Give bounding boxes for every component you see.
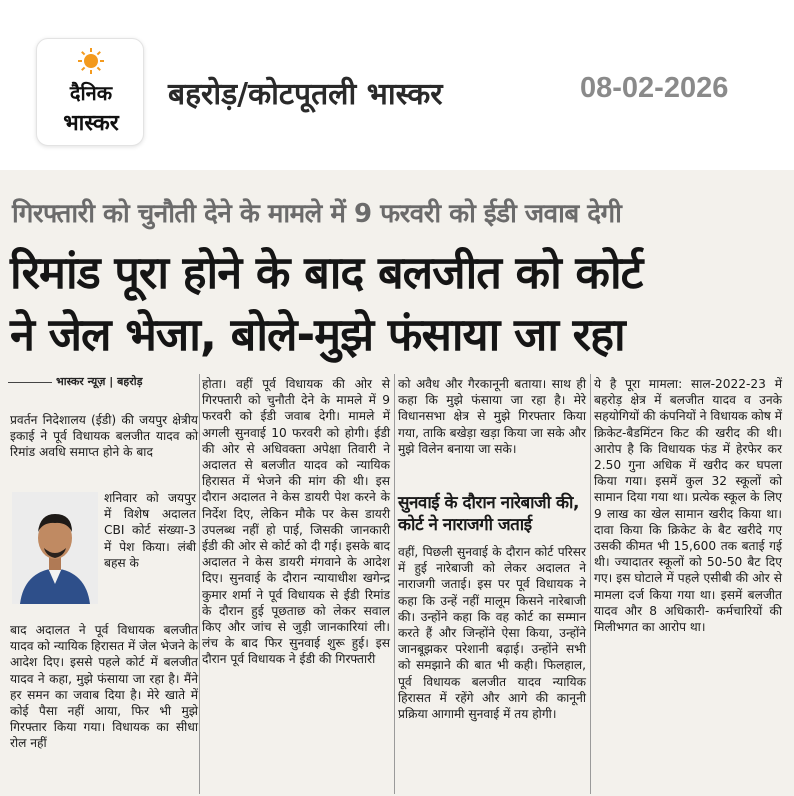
column-3-bottom: वहीं, पिछली सुनवाई के दौरान कोर्ट परिसर में हुई नारेबाजी को लेकर अदालत ने नाराजगी जताई। इस पर पूर्व विधायक ने कहा कि उन्हें नहीं मालूम किसने नारेबाजी की। उन्होंने कहा कि वह कोर्ट का सम्मान करते हैं और जिन्होंने ऐसा किया, उन्होंने जानबूझकर परेशानी बढ़ाई। उन्होंने सभी को समझाने की बात भी कही। फिलहाल, पूर्व विधायक बलजीत यादव न्यायिक हिरासत में रहेंगे और आगे की कानूनी प्रक्रिया आगामी सुनवाई में तय होगी। [398,545,586,722]
column-1-bottom: बाद अदालत ने पूर्व विधायक बलजीत यादव को न्यायिक हिरासत में जेल भेजने के आदेश दिए। इससे पहले कोर्ट में बलजीत यादव ने कहा, मुझे फंसाया जा रहा है। मैंने हर समन का जवाब दिया है। मेरे खाते में कोई पैसा नहीं आया, फिर भी मुझे गिरफ्तार किया गया। विधायक का सीधा रोल नहीं [10,623,198,751]
headline-line-2: ने जेल भेजा, बोले-मुझे फंसाया जा रहा [10,308,625,361]
column-divider [199,374,200,794]
dainik-bhaskar-logo[interactable] [36,38,144,146]
column-divider [590,374,591,794]
article-headline [10,242,780,366]
article-subheading: सुनवाई के दौरान नारेबाजी की, कोर्ट ने नाराजगी जताई [398,493,579,535]
logo-text-bhaskar: भास्कर [63,111,119,136]
headline-line-1: रिमांड पूरा होने के बाद बलजीत को कोर्ट [10,246,643,299]
column-1-top: प्रवर्तन निदेशालय (ईडी) की जयपुर क्षेत्रीय इकाई ने पूर्व विधायक बलजीत यादव को रिमांड अवधि समाप्त होने के बाद [10,413,198,460]
column-4: ये है पूरा मामला: साल-2022-23 में बहरोड़ क्षेत्र में बलजीत यादव व उनके सहयोगियों की कंपनियों ने विधायक कोष में क्रिकेट-बैडमिंटन किट की खरीद की थी। आरोप है कि विधायक फंड में हेरफेर कर 2.50 गुना अधिक में खरीद कर घपला किया गया। इसमें कुल 32 स्कूलों को सामान दिया गया था। प्रत्येक स्कूल के लिए 9 लाख का खेल सामान खरीद किया था। दावा किया कि क्रिकेट के बैट खरीदे गए उसकी कीमत भी 15,600 तक बताई गई थी। ज्यादातर स्कूलों को 50-50 बैट दिए गए। इस घोटाले में पहले एसीबी की ओर से मामला दर्ज किया गया था। इसमें बलजीत यादव और 8 अधिकारी- कर्मचारियों की मिलीभगत का आरोप था। [594,377,782,635]
logo-text-dainik: दैनिक [69,81,113,105]
page-header [0,0,794,168]
column-divider [394,374,395,794]
reporter-photo [12,492,98,604]
person-portrait-icon [12,492,98,604]
column-3-top: को अवैध और गैरकानूनी बताया। साथ ही कहा कि मुझे फंसाया जा रहा है। मेरे विधानसभा क्षेत्र से मुझे गिरफ्तार किया गया, ताकि बखेड़ा खड़ा किया जा सके और मुझे विलेन बनाया जा सके। [398,377,586,456]
news-article [0,170,794,796]
column-2: होता। वहीं पूर्व विधायक की ओर से गिरफ्तारी को चुनौती देने के मामले में 9 फरवरी को ईडी जवाब देगी। मामले में अगली सुनवाई 10 फरवरी को होगी। ईडी की ओर से अधिवक्ता अपेक्षा तिवारी ने अदालत से बलजीत यादव को न्यायिक हिरासत में भेजने की मांग की थी। इस दौरान अदालत ने केस डायरी पेश करने के निर्देश दिए, लेकिन मौके पर केस डायरी उपलब्ध नहीं हो पाई, जिसकी जानकारी ईडी की ओर से कोर्ट को दी गई। इसके बाद अदालत ने केस डायरी मंगवाने के आदेश दिए। सुनवाई के दौरान न्यायाधीश खगेन्द्र कुमार शर्मा ने पूर्व विधायक से ईडी रिमांड के दौरान हुई पूछताछ को लेकर सवाल किए और जांच से जुड़ी जानकारियां ली। लंच के बाद फिर सुनवाई शुरू हुई। इस दौरान पूर्व विधायक ने ईडी की गिरफ्तारी [202,377,390,667]
column-1-side: शनिवार को जयपुर में विशेष अदालत CBI कोर्ट संख्या-3 में पेश किया। लंबी बहस के [104,491,196,570]
article-kicker: गिरफ्तारी को चुनौती देने के मामले में 9 फरवरी को ईडी जवाब देगी [12,199,622,229]
byline-rule [8,382,52,383]
sun-icon [77,47,105,75]
edition-date: 08-02-2026 [580,72,729,104]
byline: भास्कर न्यूज़ | बहरोड़ [56,375,143,388]
edition-title: बहरोड़/कोटपूतली भास्कर [168,77,443,112]
